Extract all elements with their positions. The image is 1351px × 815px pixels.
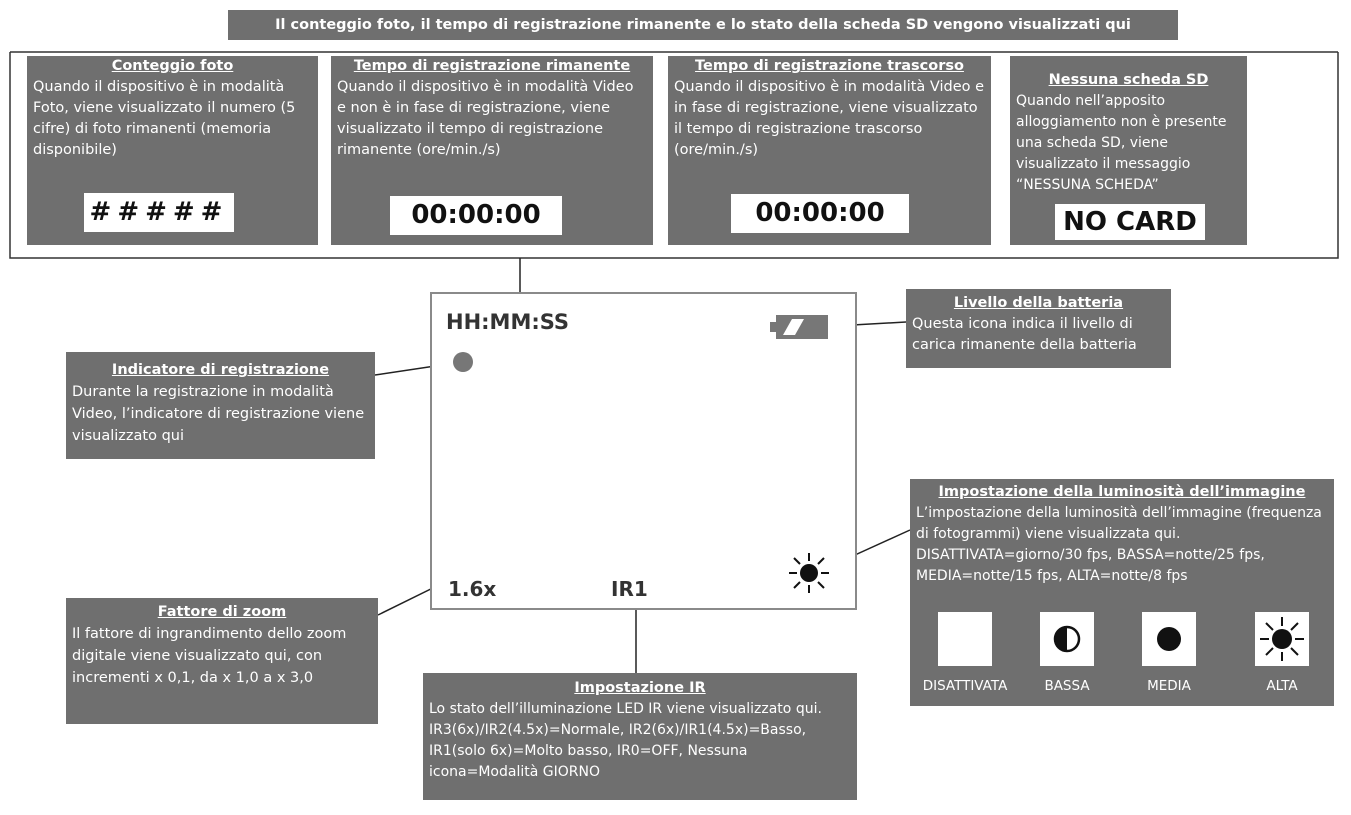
elapsed-time-display: 00:00:00 <box>731 194 909 233</box>
header-banner: Il conteggio foto, il tempo di registrazione rimanente e lo stato della scheda SD vengono visualizzati qui <box>228 10 1178 40</box>
photo-count-text: Quando il dispositivo è in modalità Foto, viene visualizzato il numero (5 cifre) di foto rimanenti (memoria disponibile) <box>33 79 296 158</box>
battery-icon <box>770 314 830 340</box>
no-card-title: Nessuna scheda SD <box>1048 72 1209 88</box>
recording-text: Durante la registrazione in modalità Video, l’indicatore di registrazione viene visualizzato qui <box>72 384 365 444</box>
remaining-time-box <box>331 56 653 245</box>
ir-box <box>423 673 857 800</box>
brightness-level-off: DISATTIVATA <box>922 678 1008 694</box>
battery-title: Livello della batteria <box>953 295 1124 311</box>
remaining-time-text: Quando il dispositivo è in modalità Video e non è in fase di registrazione, viene visualizzato il tempo di registrazione rimanente (ore/min./s) <box>337 79 634 158</box>
elapsed-time-box <box>668 56 991 245</box>
brightness-text: L’impostazione della luminosità dell’immagine (frequenza di fotogrammi) viene visualizzata qui. DISATTIVATA=giorno/30 fps, BASSA=notte/25 fps, MEDIA=notte/15 fps, ALTA=notte/8 fps <box>916 505 1322 584</box>
recording-title: Indicatore di registrazione <box>111 362 330 378</box>
recording-dot-icon <box>453 352 473 372</box>
ir-title: Impostazione IR <box>574 680 706 696</box>
brightness-low-icon <box>1040 612 1094 666</box>
clock-display: HH:MM:SS <box>446 310 570 334</box>
brightness-box <box>910 479 1334 706</box>
brightness-level-medium: MEDIA <box>1147 678 1191 694</box>
brightness-off-icon <box>938 612 992 666</box>
zoom-box <box>66 598 378 724</box>
photo-count-display: ##### <box>84 193 234 232</box>
device-screen <box>430 292 857 610</box>
ir-display: IR1 <box>611 577 648 601</box>
no-card-display: NO CARD <box>1055 204 1205 240</box>
ir-text: Lo stato dell’illuminazione LED IR viene visualizzato qui. IR3(6x)/IR2(4.5x)=Normale, IR2(6x)/IR1(4.5x)=Basso, IR1(solo 6x)=Molto basso, IR0=OFF, Nessuna icona=Modalità GIORNO <box>429 701 822 780</box>
elapsed-time-title: Tempo di registrazione trascorso <box>695 58 964 74</box>
brightness-level-low: BASSA <box>1044 678 1090 694</box>
zoom-display: 1.6x <box>448 577 497 601</box>
photo-count-box <box>27 56 318 245</box>
brightness-medium-icon <box>1142 612 1196 666</box>
brightness-level-high: ALTA <box>1266 678 1298 694</box>
elapsed-time-text: Quando il dispositivo è in modalità Video e in fase di registrazione, viene visualizzato il tempo di registrazione trascorso (ore/min./s) <box>674 79 985 158</box>
photo-count-title: Conteggio foto <box>111 58 234 74</box>
remaining-time-display: 00:00:00 <box>390 196 562 235</box>
zoom-text: Il fattore di ingrandimento dello zoom digitale viene visualizzato qui, con incrementi x 0,1, da x 1,0 a x 3,0 <box>72 626 347 686</box>
battery-box <box>906 289 1171 368</box>
brightness-high-icon <box>788 552 830 594</box>
zoom-title: Fattore di zoom <box>157 604 287 620</box>
brightness-title: Impostazione della luminosità dell’immagine <box>938 484 1306 500</box>
battery-text: Questa icona indica il livello di carica rimanente della batteria <box>912 316 1137 353</box>
no-card-box <box>1010 56 1247 245</box>
recording-box <box>66 352 375 459</box>
brightness-high-icon-legend <box>1255 612 1309 666</box>
remaining-time-title: Tempo di registrazione rimanente <box>353 58 631 74</box>
no-card-text: Quando nell’apposito alloggiamento non è presente una scheda SD, viene visualizzato il messaggio “NESSUNA SCHEDA” <box>1016 93 1227 193</box>
